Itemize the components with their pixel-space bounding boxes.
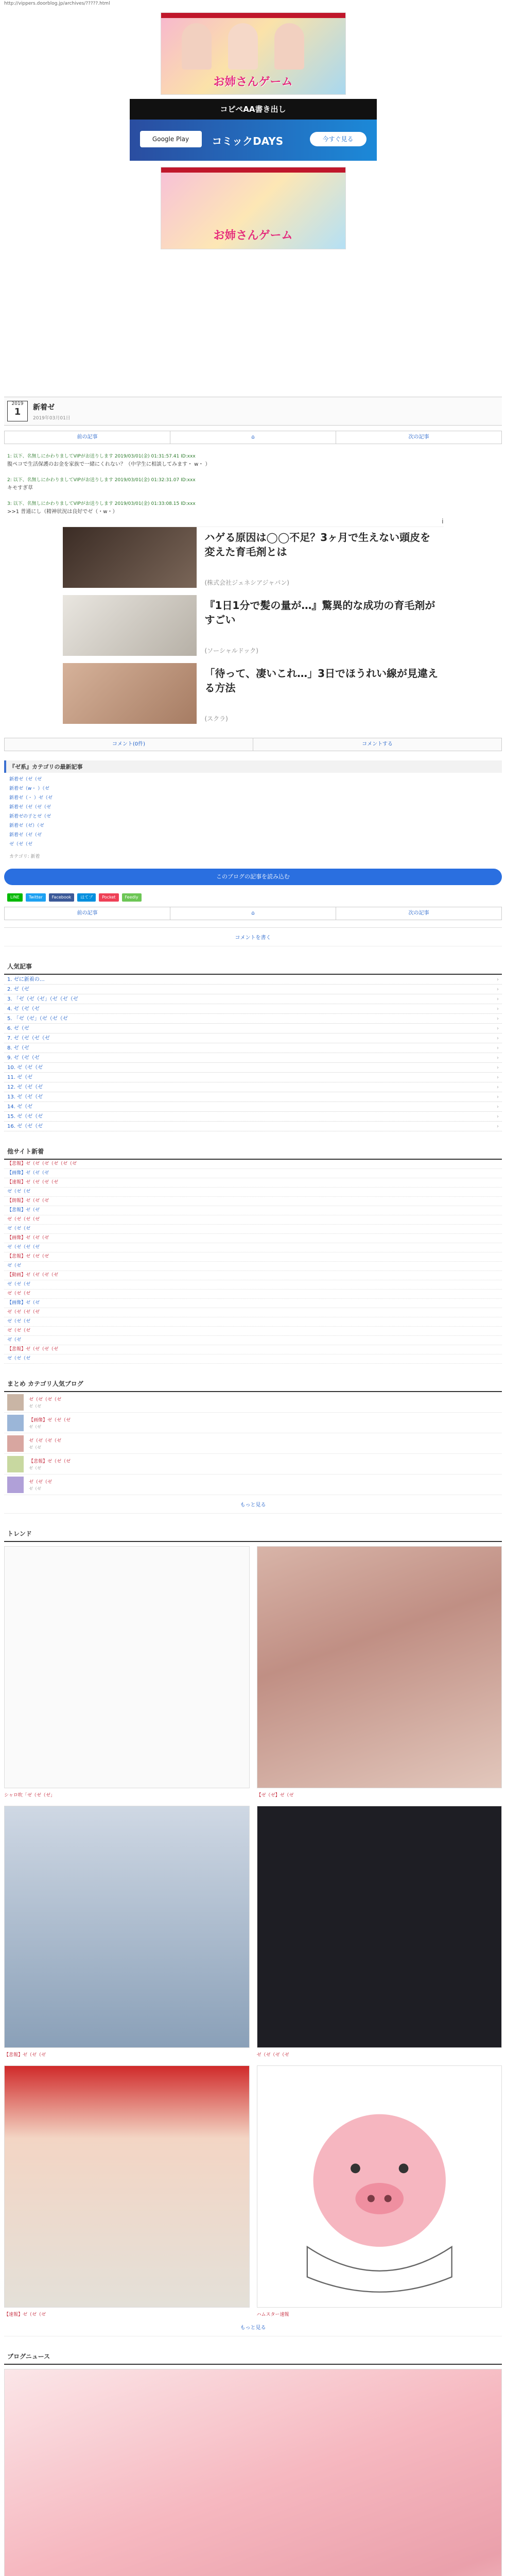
blog-item[interactable]: 【悲報】ゼ（ゼ（ゼ ゼ（ゼ [4,1454,502,1475]
trend-image [257,1806,502,2048]
news-title: ブログニュース [4,2349,502,2365]
article-title: 新着ゼ [33,403,55,412]
trend-image [257,1546,502,1788]
trend-image [4,1546,250,1788]
blog-item[interactable]: ゼ（ゼ（ゼ（ゼ ゼ（ゼ [4,1433,502,1454]
ad-image [63,595,197,656]
category-item[interactable]: 新着ゼ（ゼ（ゼ [9,777,42,782]
share-twitter-button[interactable]: Twitter [26,893,46,902]
article-pager-top [4,431,502,444]
trend-title: トレンド [4,1526,502,1542]
ad-title: ハゲる原因は◯◯不足？3ヶ月で生えない頭皮を変えた育毛剤とは [204,531,431,558]
category-item[interactable]: 新着ゼの子とゼ（ゼ [9,814,51,819]
ad-title: 「待って、凄いこれ…」3日でほうれい線が見違える方法 [204,667,439,694]
antenna-list [4,1160,502,1364]
trend-caption: 【速報】ゼ（ゼ（ゼ [4,2312,46,2317]
next-article-link[interactable]: 次の記事 [336,431,501,444]
ad-image [63,527,197,588]
ad-title: 『1日1分で髪の量が…』驚異的な成功の育毛剤がすごい [204,599,435,626]
post-2 [7,476,499,493]
comment-buttons [4,738,502,751]
share-line-button[interactable]: LINE [7,893,23,902]
blog-thumb [7,1435,24,1452]
banner2-logo-text: お姉さんゲーム [213,229,293,242]
category-item[interactable]: 新着ゼ（ゼ（ゼ [9,833,42,838]
trend-caption: ハムスター速報 [256,2312,289,2317]
antenna-item[interactable]: 【悲報】ゼ（ゼ [4,1206,502,1215]
trend-card[interactable] [257,1806,502,2058]
ranking-item[interactable]: 7. ゼ（ゼ（ゼ（ゼ › [4,1033,502,1043]
antenna-item[interactable]: 【悲報】ゼ（ゼ（ゼ（ゼ [4,1345,502,1354]
trend-image [4,1806,250,2048]
ranking-item[interactable]: 5. 「ゼ（ゼ」（ゼ（ゼ（ゼ › [4,1014,502,1024]
ranking-item[interactable]: 6. ゼ（ゼ › [4,1024,502,1033]
article-date: 2019年03月01日 [33,415,71,421]
ranking-item[interactable]: 2. ゼ（ゼ › [4,985,502,994]
category-item[interactable]: 新着ゼ（・ ）ゼ（ゼ [9,795,53,801]
category-item[interactable]: ゼ（ゼ（ゼ [9,842,33,847]
antenna-item[interactable]: ゼ（ゼ [4,1262,502,1271]
trend-image [4,2065,250,2308]
post-3 [7,500,499,516]
antenna-item[interactable]: ゼ（ゼ（ゼ（ゼ [4,1243,502,1252]
ad-source: (ソーシャルドック) [204,647,258,654]
prev-article-link[interactable]: 前の記事 [5,431,170,444]
share-facebook-button[interactable]: Facebook [49,893,75,902]
url-bar: http://vippers.doorblog.jp/archives/?????.html [4,1,110,6]
trend-more-link[interactable]: もっと見る [4,2318,502,2336]
antenna-item[interactable]: ゼ（ゼ（ゼ [4,1354,502,1364]
antenna-item[interactable]: 【悲報】ゼ（ゼ（ゼ [4,1252,502,1262]
antenna-item[interactable]: ゼ（ゼ（ゼ [4,1225,502,1234]
header-banner-secondary[interactable] [161,167,346,249]
ranking-item[interactable]: 11. ゼ（ゼ › [4,1073,502,1082]
category-item[interactable]: 新着ゼ（w・ ）（ゼ [9,786,49,791]
blog-item[interactable]: ゼ（ゼ（ゼ（ゼ ゼ（ゼ [4,1392,502,1413]
pig-illustration [257,2066,502,2307]
home-link[interactable]: ⌂ [170,431,336,444]
home-link[interactable]: ⌂ [170,907,336,920]
antenna-item[interactable]: ゼ（ゼ（ゼ [4,1290,502,1299]
ranking-item[interactable]: 10. ゼ（ゼ（ゼ › [4,1063,502,1073]
native-ad-block [63,518,444,727]
category-item[interactable]: 新着ゼ（ゼ（ゼ（ゼ [9,805,51,810]
blog-list [4,1392,502,1495]
ranking-list [4,975,502,1131]
blog-thumb [7,1394,24,1411]
antenna-item[interactable]: 【画像】ゼ（ゼ [4,1299,502,1308]
ad-title: コミックDAYS [212,135,284,147]
post-meta: 3: 以下、名無しにかわりましてVIPがお送りします 2019/03/01(金) 01:33:08.15 ID:xxx [7,501,196,506]
google-play-badge[interactable]: Google Play [140,131,202,147]
ad-cta-button[interactable]: 今すぐ見る [310,132,367,146]
trend-card[interactable] [4,2065,250,2318]
antenna-item[interactable]: ゼ（ゼ（ゼ [4,1327,502,1336]
post-meta: 1: 以下、名無しにかわりましてVIPがお送りします 2019/03/01(金) 01:31:57.41 ID:xxx [7,454,196,459]
category-item[interactable]: 新着ゼ（ゼ）（ゼ [9,823,44,828]
post-text: 腹ペコで生活保護のお金を家族で一緒にくれない？（中学生に相談してみます・ w・ ） [7,462,211,467]
ranking-item[interactable]: 4. ゼ（ゼ（ゼ › [4,1004,502,1014]
antenna-item[interactable]: 【画像】ゼ（ゼ（ゼ [4,1169,502,1178]
write-comment-link[interactable]: コメントする [253,738,501,751]
ad-info-icon[interactable]: i [442,518,444,525]
antenna-item[interactable]: 【動画】ゼ（ゼ（ゼ（ゼ [4,1271,502,1280]
blogs-more-link[interactable]: もっと見る [4,1495,502,1514]
antenna-item[interactable]: 【速報】ゼ（ゼ（ゼ（ゼ [4,1178,502,1188]
blog-thumb [7,1456,24,1472]
blogs-title: まとめ カテゴリ人気ブログ [4,1376,502,1392]
ranking-item[interactable]: 15. ゼ（ゼ（ゼ › [4,1112,502,1122]
trend-caption: ゼ（ゼ（ゼ（ゼ [256,2053,289,2058]
trend-caption: 【ゼ（ゼ】ゼ（ゼ [256,1793,294,1798]
news-hero-image[interactable] [4,2369,502,2576]
antenna-item[interactable]: ゼ（ゼ（ゼ（ゼ [4,1215,502,1225]
share-hatena-button[interactable]: はてブ [77,893,96,902]
share-buttons [4,893,502,902]
antenna-item[interactable]: ゼ（ゼ（ゼ [4,1280,502,1290]
antenna-item[interactable]: 【画像】ゼ（ゼ（ゼ [4,1234,502,1243]
share-feedly-button[interactable]: Feedly [122,893,142,902]
trend-card[interactable] [4,1806,250,2058]
article-header [4,397,502,426]
ad-source: (スクラ) [204,715,228,722]
ad-image [63,663,197,724]
blog-item[interactable]: 【画像】ゼ（ゼ（ゼ ゼ（ゼ [4,1413,502,1433]
trend-caption: 【悲報】ゼ（ゼ（ゼ [4,2053,46,2058]
ad-source: (株式会社ジェネシアジャパン) [204,579,289,586]
ad-item[interactable] [63,527,444,590]
trend-caption: シャロ吹「ゼ（ゼ（ゼ」 [4,1793,55,1798]
post-text: キモすぎ草 [7,485,33,491]
subscribe-ad[interactable] [130,99,377,161]
category-latest-title: 『ゼ系』カテゴリの最新記事 [4,760,502,773]
blog-item[interactable]: ゼ（ゼ（ゼ ゼ（ゼ [4,1475,502,1495]
comments-bar[interactable]: コメントを書く [4,927,502,946]
banner-logo-text: お姉さんゲーム [213,75,293,89]
share-pocket-button[interactable]: Pocket [99,893,118,902]
blog-thumb [7,1477,24,1493]
trend-card[interactable] [4,1546,250,1799]
antenna-item[interactable]: ゼ（ゼ（ゼ [4,1188,502,1197]
antenna-item[interactable]: 【悲報】ゼ（ゼ（ゼ（ゼ（ゼ（ゼ [4,1160,502,1169]
antenna-item[interactable]: 【朗報】ゼ（ゼ（ゼ [4,1197,502,1206]
header-banner[interactable] [161,12,346,95]
comment-count-link[interactable]: コメント(0件) [5,738,253,751]
category-latest-list [4,773,502,863]
ad-item[interactable] [63,595,444,658]
prev-article-link[interactable]: 前の記事 [5,907,170,920]
trend-card[interactable] [257,1546,502,1799]
ranking-item[interactable]: 3. 「ゼ（ゼ（ゼ」（ゼ（ゼ（ゼ › [4,994,502,1004]
antenna-item[interactable]: ゼ（ゼ [4,1336,502,1345]
antenna-title: 他サイト新着 [4,1144,502,1160]
category-tag[interactable]: カテゴリ: 新着 [9,854,40,859]
article-area [4,397,502,2576]
ranking-item[interactable]: 12. ゼ（ゼ（ゼ › [4,1082,502,1092]
antenna-item[interactable]: ゼ（ゼ（ゼ [4,1317,502,1327]
date-badge: 2019 1 [7,401,28,421]
trend-image [257,2065,502,2308]
post-1 [7,452,499,469]
ranking-item[interactable]: 13. ゼ（ゼ（ゼ › [4,1092,502,1102]
next-article-link[interactable]: 次の記事 [336,907,501,920]
load-more-button[interactable]: このブログの記事を読み込む [4,869,502,885]
ad-item[interactable] [63,663,444,726]
subscribe-strip: コピペAA書き出し [130,99,377,120]
trend-grid [4,1546,502,2318]
ranking-item[interactable]: 8. ゼ（ゼ › [4,1043,502,1053]
ranking-title: 人気記事 [4,959,502,975]
trend-card[interactable] [257,2065,502,2318]
post-meta: 2: 以下、名無しにかわりましてVIPがお送りします 2019/03/01(金) 01:32:31.07 ID:xxx [7,478,196,483]
ranking-item[interactable]: 1. ゼに新着の… › [4,975,502,985]
ranking-item[interactable]: 16. ゼ（ゼ（ゼ › [4,1122,502,1131]
article-body [4,452,502,516]
blog-thumb [7,1415,24,1431]
ranking-item[interactable]: 14. ゼ（ゼ › [4,1102,502,1112]
post-text: >>1 普通にし（精神状況は良好でゼ（・w・） [7,509,118,515]
antenna-item[interactable]: ゼ（ゼ（ゼ（ゼ [4,1308,502,1317]
article-pager-bottom [4,907,502,920]
ranking-item[interactable]: 9. ゼ（ゼ（ゼ › [4,1053,502,1063]
